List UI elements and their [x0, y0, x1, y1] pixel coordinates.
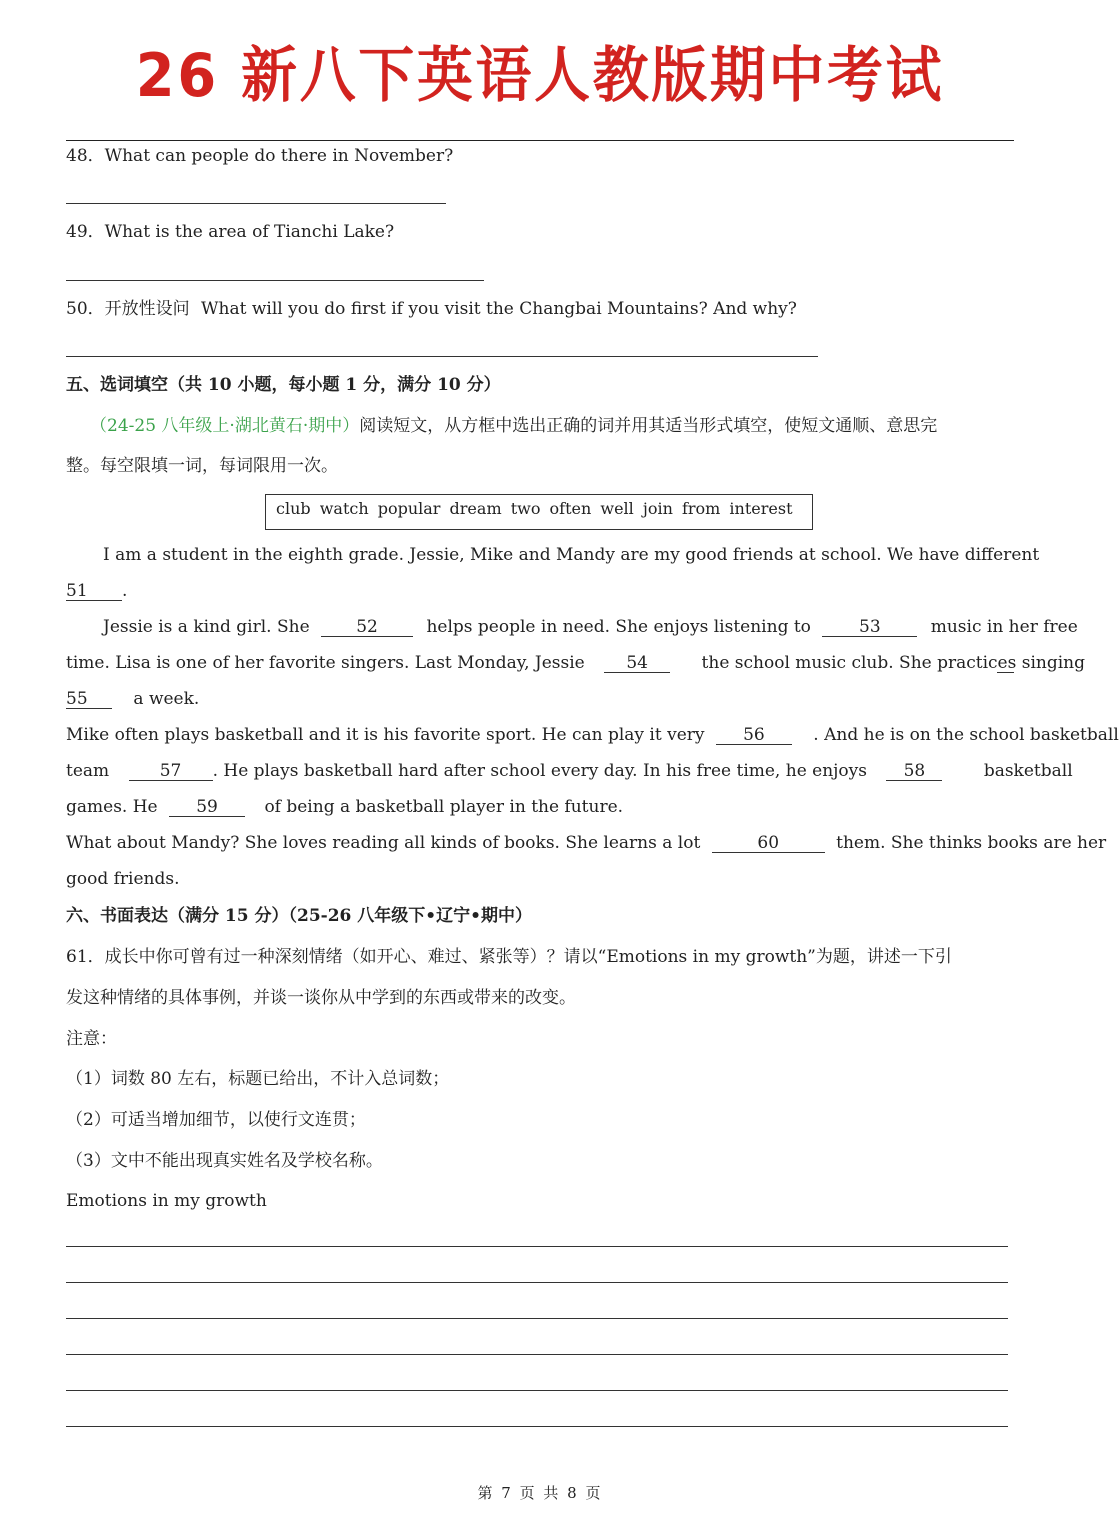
p3-g: of being a basketball player in the future.: [264, 797, 624, 817]
passage-line-9: [66, 833, 1106, 853]
passage-line-2: [66, 581, 127, 601]
passage-line-5: [66, 689, 199, 709]
passage-line-7: [66, 761, 1073, 781]
instruction-line-1: 阅读短文，从方框中选出正确的词并用其适当形式填空，使短文通顺、意思完: [359, 416, 938, 436]
passage-line-8: [66, 797, 623, 817]
question-48: 48．What can people do there in November?: [66, 146, 454, 166]
question-61-line-1: 61．成长中你可曾有过一种深刻情绪（如开心、难过、紧张等）？请以“Emotions in my growth”为题，讲述一下引: [66, 947, 952, 967]
p2-f: a week.: [133, 689, 200, 709]
p2-d: time. Lisa is one of her favorite singers. Last Monday, Jessie: [66, 653, 585, 673]
blank-57[interactable]: 57: [129, 762, 213, 781]
question-50-prefix: 50．开放性设问: [66, 299, 190, 319]
blank-58[interactable]: 58: [886, 762, 942, 781]
p4-a: What about Mandy? She loves reading all kinds of books. She learns a lot: [66, 833, 701, 853]
p4-b: them. She thinks books are her: [836, 833, 1107, 853]
source-tag: （24-25 八年级上·湖北黄石·期中）: [90, 416, 360, 436]
blank-51[interactable]: 51: [66, 582, 122, 601]
blank-55[interactable]: 55: [66, 690, 112, 709]
essay-line-3[interactable]: [66, 1318, 1008, 1319]
word-box: [265, 494, 813, 530]
note-1: （1）词数 80 左右，标题已给出，不计入总词数；: [66, 1069, 450, 1089]
p1-end: .: [122, 581, 128, 601]
p2-e: the school music club. She practices singing: [701, 653, 1086, 673]
essay-title: Emotions in my growth: [66, 1191, 267, 1211]
section-6-heading: 六、书面表达（满分 15 分）（25-26 八年级下•辽宁•期中）: [66, 906, 533, 926]
essay-line-4[interactable]: [66, 1354, 1008, 1355]
blank-52[interactable]: 52: [321, 618, 413, 637]
passage-line-1: I am a student in the eighth grade. Jessie, Mike and Mandy are my good friends at school. We have different: [103, 545, 1040, 565]
p2-b: helps people in need. She enjoys listening to: [426, 617, 811, 637]
instruction-line-2: 整。每空限填一词，每词限用一次。: [66, 456, 338, 476]
page-footer: 第 7 页 共 8 页: [477, 1484, 603, 1502]
question-49: 49．What is the area of Tianchi Lake?: [66, 222, 395, 242]
essay-line-2[interactable]: [66, 1282, 1008, 1283]
question-50-text: What will you do first if you visit the Changbai Mountains? And why?: [201, 299, 797, 319]
answer-line-50[interactable]: [66, 356, 818, 357]
blank-53[interactable]: 53: [822, 618, 917, 637]
answer-line-48[interactable]: [66, 203, 446, 204]
section-5-instruction: [90, 416, 937, 436]
p3-b: . And he is on the school basketball: [813, 725, 1119, 745]
blank-55-start: [997, 672, 1014, 673]
section-5-heading: 五、选词填空（共 10 小题，每小题 1 分，满分 10 分）: [66, 375, 501, 395]
question-50: [66, 299, 797, 319]
p3-e: basketball: [983, 761, 1073, 781]
note-label: 注意：: [66, 1029, 117, 1049]
blank-54[interactable]: 54: [604, 654, 670, 673]
p2-a: Jessie is a kind girl. She: [103, 617, 310, 637]
header-divider: [66, 140, 1014, 141]
note-3: （3）文中不能出现真实姓名及学校名称。: [66, 1151, 383, 1171]
blank-56[interactable]: 56: [716, 726, 792, 745]
note-2: （2）可适当增加细节，以使行文连贯；: [66, 1110, 366, 1130]
p2-c: music in her free: [930, 617, 1078, 637]
word-box-words: club watch popular dream two often well join from interest: [276, 499, 793, 518]
essay-line-5[interactable]: [66, 1390, 1008, 1391]
p3-a: Mike often plays basketball and it is his favorite sport. He can play it very: [66, 725, 705, 745]
p3-f: games. He: [66, 797, 158, 817]
p3-c: team: [66, 761, 110, 781]
essay-line-6[interactable]: [66, 1426, 1008, 1427]
passage-line-4: [66, 653, 1085, 673]
p3-d: . He plays basketball hard after school every day. In his free time, he enjoys: [212, 761, 867, 781]
passage-line-6: [66, 725, 1119, 745]
question-61-line-2: 发这种情绪的具体事例，并谈一谈你从中学到的东西或带来的改变。: [66, 988, 576, 1008]
passage-line-3: [103, 617, 1078, 637]
essay-line-1[interactable]: [66, 1246, 1008, 1247]
banner-title: 26 新八下英语人教版期中考试: [135, 41, 945, 111]
blank-60[interactable]: 60: [712, 834, 825, 853]
passage-line-10: good friends.: [66, 869, 180, 889]
blank-59[interactable]: 59: [169, 798, 245, 817]
answer-line-49[interactable]: [66, 280, 484, 281]
